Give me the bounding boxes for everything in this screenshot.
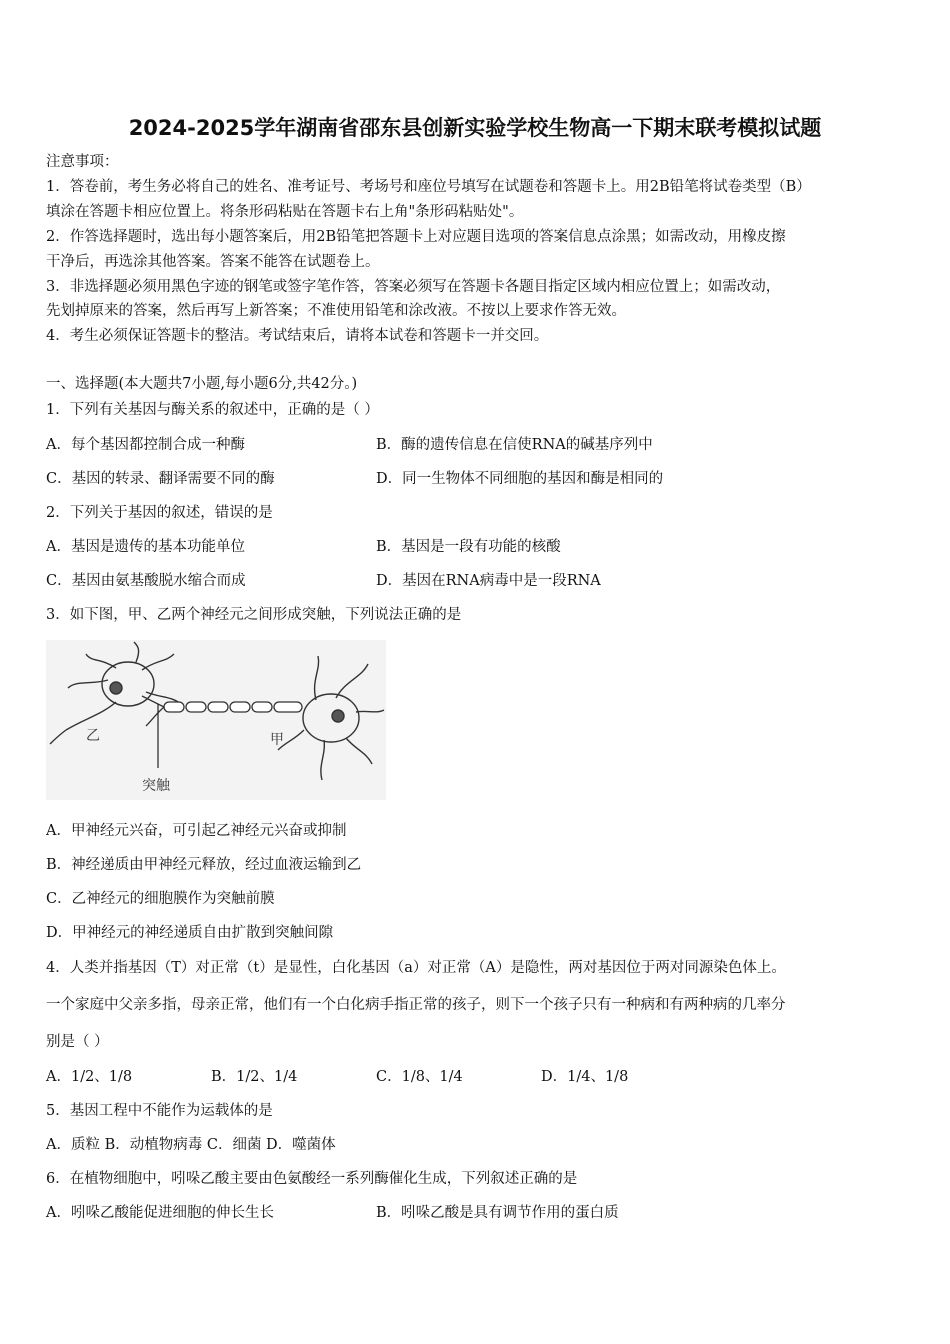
neuron-synapse-figure (46, 640, 386, 800)
notice-line-3: 2．作答选择题时，选出每小题答案后，用2B铅笔把答题卡上对应题目选项的答案信息点涂黑；如需改动，用橡皮擦 (46, 229, 786, 245)
q5-stem: 5．基因工程中不能作为运载体的是 (46, 1103, 273, 1119)
q6-option-b: B．吲哚乙酸是具有调节作用的蛋白质 (376, 1205, 619, 1221)
q5-options: A．质粒 B．动植物病毒 C．细菌 D．噬菌体 (46, 1137, 336, 1153)
q1-option-d: D．同一生物体不同细胞的基因和酶是相同的 (376, 471, 664, 487)
q2-option-a: A．基因是遗传的基本功能单位 (46, 539, 245, 555)
q2-stem: 2．下列关于基因的叙述，错误的是 (46, 505, 273, 521)
notice-heading: 注意事项： (46, 154, 119, 170)
q4-option-c: C．1/8、1/4 (376, 1069, 463, 1085)
q1-option-c: C．基因的转录、翻译需要不同的酶 (46, 471, 275, 487)
label-yi: 乙 (86, 728, 100, 744)
q1-option-a: A．每个基因都控制合成一种酶 (46, 437, 245, 453)
q4-option-d: D．1/4、1/8 (541, 1069, 629, 1085)
page-title: 2024-2025学年湖南省邵东县创新实验学校生物高一下期末联考模拟试题 (128, 116, 822, 140)
q4-option-a: A．1/2、1/8 (46, 1069, 133, 1085)
notice-line-2: 填涂在答题卡相应位置上。将条形码粘贴在答题卡右上角"条形码粘贴处"。 (46, 204, 524, 220)
q3-stem: 3．如下图，甲、乙两个神经元之间形成突触，下列说法正确的是 (46, 607, 462, 623)
notice-line-6: 先划掉原来的答案，然后再写上新答案；不准使用铅笔和涂改液。不按以上要求作答无效。 (46, 303, 626, 319)
q4-stem-line-1: 4．人类并指基因（T）对正常（t）是显性，白化基因（a）对正常（A）是隐性，两对基因位于两对同源染色体上。 (46, 960, 786, 976)
section-heading: 一、选择题(本大题共7小题,每小题6分,共42分。) (46, 376, 358, 392)
q4-stem-line-2: 一个家庭中父亲多指，母亲正常，他们有一个白化病手指正常的孩子，则下一个孩子只有一种病和有两种病的几率分 (46, 997, 786, 1013)
q2-option-d: D．基因在RNA病毒中是一段RNA (376, 573, 601, 589)
notice-line-7: 4．考生必须保证答题卡的整洁。考试结束后，请将本试卷和答题卡一并交回。 (46, 328, 549, 344)
q6-option-a: A．吲哚乙酸能促进细胞的伸长生长 (46, 1205, 274, 1221)
q2-option-b: B．基因是一段有功能的核酸 (376, 539, 561, 555)
notice-line-4: 干净后，再选涂其他答案。答案不能答在试题卷上。 (46, 254, 380, 270)
q4-option-b: B．1/2、1/4 (211, 1069, 298, 1085)
q4-stem-line-3: 别是（ ） (46, 1034, 109, 1050)
label-jia: 甲 (270, 732, 284, 748)
notice-line-5: 3．非选择题必须用黑色字迹的钢笔或签字笔作答，答案必须写在答题卡各题目指定区域内相应位置上；如需改动， (46, 279, 781, 295)
label-synapse: 突触 (142, 778, 170, 794)
q3-option-d: D．甲神经元的神经递质自由扩散到突触间隙 (46, 925, 334, 941)
q6-stem: 6．在植物细胞中，吲哚乙酸主要由色氨酸经一系列酶催化生成，下列叙述正确的是 (46, 1171, 578, 1187)
notice-line-1: 1．答卷前，考生务必将自己的姓名、准考证号、考场号和座位号填写在试题卷和答题卡上。用2B铅笔将试卷类型（B） (46, 179, 811, 195)
q1-option-b: B．酶的遗传信息在信使RNA的碱基序列中 (376, 437, 653, 453)
q2-option-c: C．基因由氨基酸脱水缩合而成 (46, 573, 246, 589)
q3-option-b: B．神经递质由甲神经元释放，经过血液运输到乙 (46, 857, 362, 873)
q3-option-c: C．乙神经元的细胞膜作为突触前膜 (46, 891, 275, 907)
q3-option-a: A．甲神经元兴奋，可引起乙神经元兴奋或抑制 (46, 823, 347, 839)
q1-stem: 1．下列有关基因与酶关系的叙述中，正确的是（ ） (46, 402, 379, 418)
